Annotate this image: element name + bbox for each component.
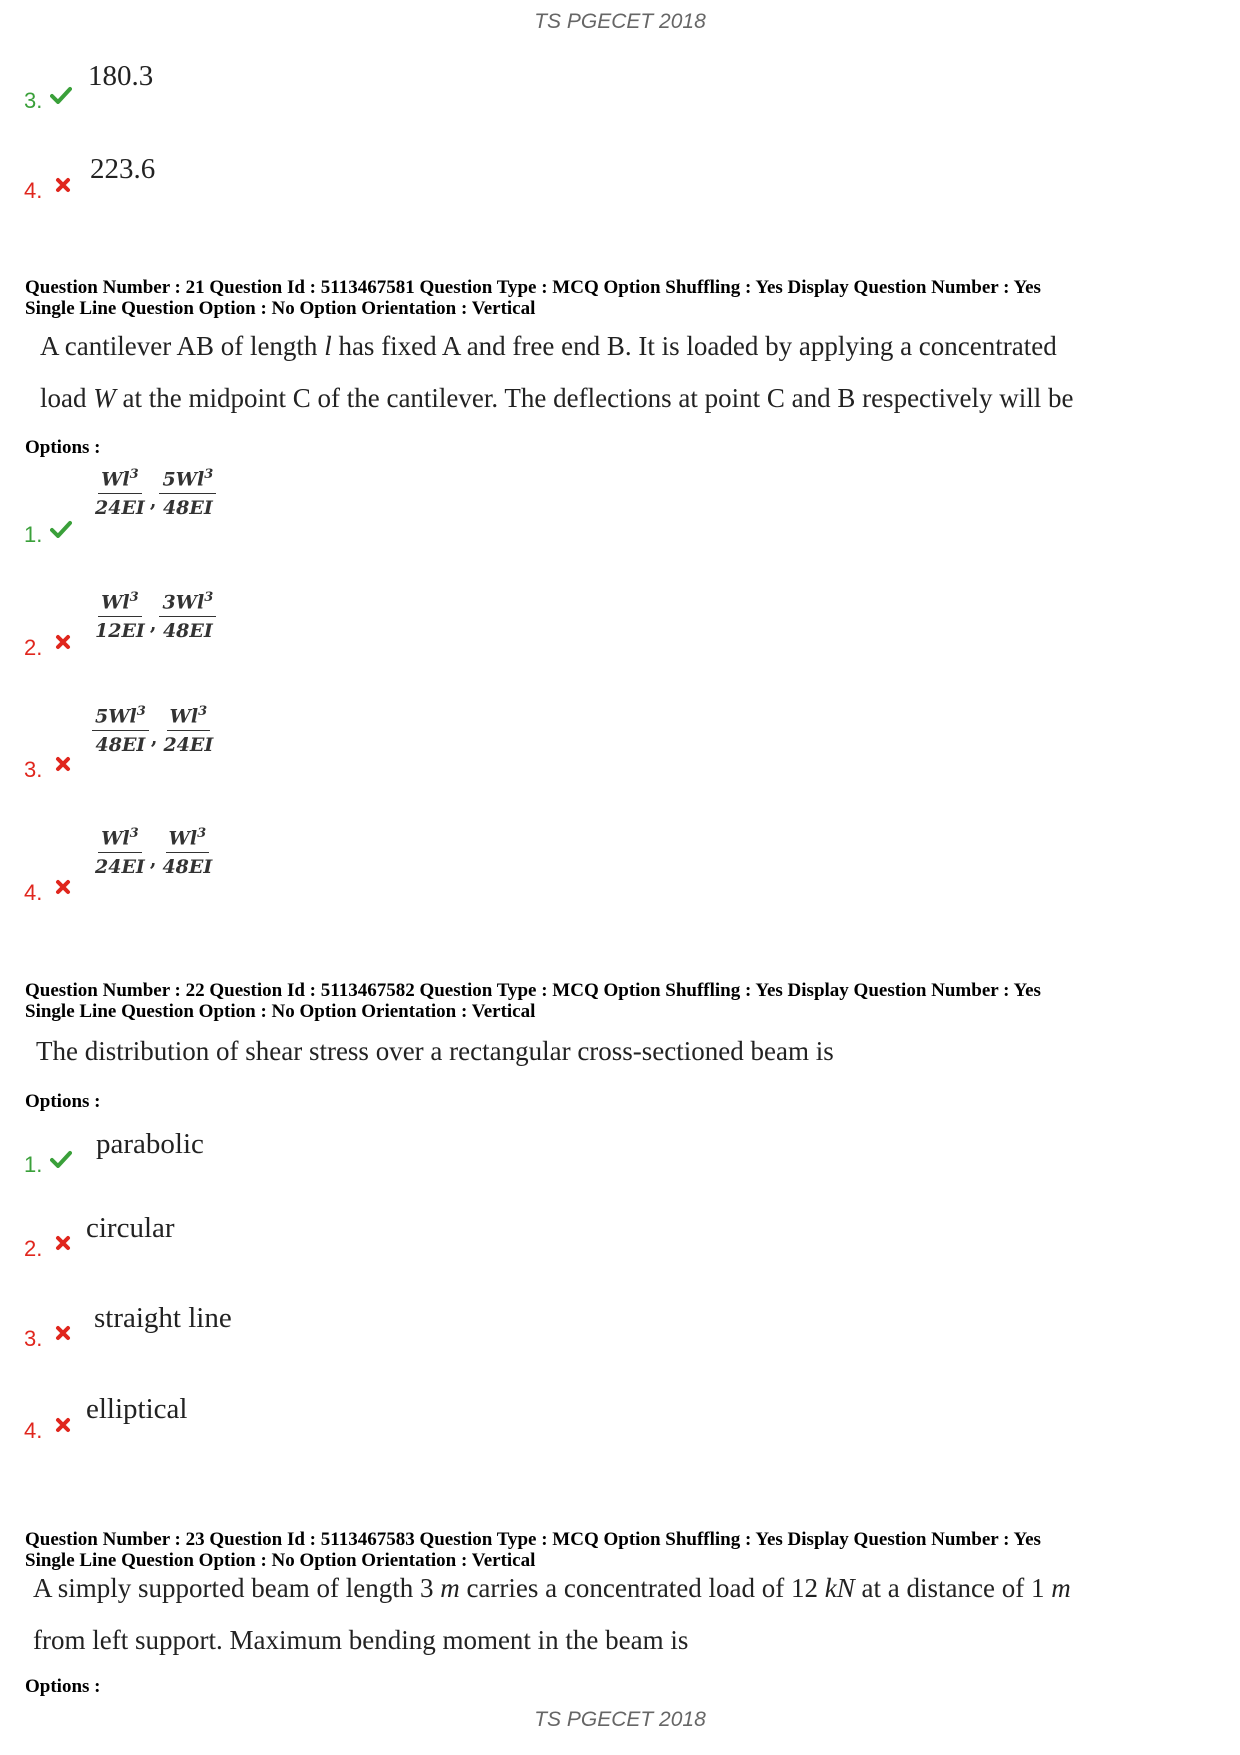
option-number: 2. bbox=[24, 1236, 43, 1261]
option-text: circular bbox=[86, 1212, 175, 1244]
cross-icon bbox=[55, 634, 71, 650]
numerator: 5Wl bbox=[162, 468, 205, 491]
exponent: 3 bbox=[197, 826, 207, 841]
fraction bbox=[92, 467, 148, 519]
option-number: 4. bbox=[24, 1418, 43, 1443]
comma: , bbox=[149, 490, 157, 513]
option-text: 223.6 bbox=[90, 153, 156, 185]
comma: , bbox=[149, 613, 157, 636]
option-number: 3. bbox=[24, 757, 43, 782]
denominator: 48EI bbox=[162, 497, 213, 520]
meta-line-1: Question Number : 22 Question Id : 5113467582 Question Type : MCQ Option Shuffling : Yes Display Question Number : Yes bbox=[25, 980, 1041, 1001]
option-formula bbox=[92, 590, 216, 642]
page-footer: TS PGECET 2018 bbox=[534, 1708, 706, 1731]
denominator: 24EI bbox=[95, 497, 145, 520]
option-text: elliptical bbox=[86, 1393, 188, 1425]
cross-icon bbox=[55, 756, 71, 772]
option-number: 3. bbox=[24, 88, 43, 113]
question-meta bbox=[25, 1529, 1041, 1571]
question-text-line-1 bbox=[33, 1573, 1071, 1604]
fraction bbox=[159, 467, 216, 519]
question-text-line-2: from left support. Maximum bending moment in the beam is bbox=[33, 1625, 689, 1655]
text-part: at a distance of 1 bbox=[854, 1573, 1052, 1603]
meta-line-2: Single Line Question Option : No Option Orientation : Vertical bbox=[25, 1550, 536, 1571]
option-text: straight line bbox=[94, 1302, 232, 1334]
text-part: at the midpoint C of the cantilever. The deflections at point C and B respectively will be bbox=[115, 383, 1074, 413]
variable-l: l bbox=[324, 331, 332, 361]
numerator: Wl bbox=[101, 591, 130, 614]
denominator: 48EI bbox=[162, 856, 213, 879]
page-header: TS PGECET 2018 bbox=[534, 10, 706, 33]
option-number: 4. bbox=[24, 880, 43, 905]
cross-icon bbox=[55, 879, 71, 895]
fraction bbox=[92, 826, 148, 878]
fraction bbox=[159, 590, 216, 642]
denominator: 48EI bbox=[162, 620, 213, 643]
denominator: 12EI bbox=[95, 620, 145, 643]
question-meta bbox=[25, 277, 1041, 319]
question-text-line-1 bbox=[40, 331, 1057, 362]
option-text: parabolic bbox=[96, 1128, 204, 1160]
comma: , bbox=[150, 727, 158, 750]
fraction bbox=[159, 826, 215, 878]
option-formula bbox=[92, 704, 216, 756]
text-part: load bbox=[40, 383, 94, 413]
option-number: 2. bbox=[24, 635, 43, 660]
exponent: 3 bbox=[136, 704, 146, 719]
unit-m: m bbox=[440, 1573, 460, 1603]
cross-icon bbox=[55, 1325, 71, 1341]
exponent: 3 bbox=[129, 590, 139, 605]
option-formula bbox=[92, 826, 215, 878]
comma: , bbox=[149, 849, 157, 872]
option-number: 1. bbox=[24, 522, 43, 547]
fraction bbox=[92, 704, 149, 756]
fraction bbox=[92, 590, 148, 642]
options-label: Options : bbox=[25, 1091, 101, 1112]
numerator: Wl bbox=[169, 705, 199, 728]
numerator: 3Wl bbox=[162, 591, 205, 614]
numerator: Wl bbox=[101, 468, 130, 491]
variable-w: W bbox=[93, 383, 116, 413]
question-text: The distribution of shear stress over a rectangular cross-sectioned beam is bbox=[36, 1036, 834, 1066]
text-part: A cantilever AB of length bbox=[40, 331, 325, 361]
options-label: Options : bbox=[25, 1676, 101, 1697]
meta-line-2: Single Line Question Option : No Option Orientation : Vertical bbox=[25, 298, 536, 319]
option-formula bbox=[92, 467, 216, 519]
option-number: 1. bbox=[24, 1152, 43, 1177]
check-icon bbox=[50, 520, 72, 538]
cross-icon bbox=[55, 1417, 71, 1433]
numerator: Wl bbox=[101, 827, 130, 850]
numerator: 5Wl bbox=[95, 705, 137, 728]
question-text-line-2 bbox=[40, 383, 1074, 414]
denominator: 24EI bbox=[95, 856, 145, 879]
cross-icon bbox=[55, 1235, 71, 1251]
exponent: 3 bbox=[204, 590, 214, 605]
option-text: 180.3 bbox=[88, 60, 154, 92]
exponent: 3 bbox=[204, 467, 214, 482]
fraction bbox=[160, 704, 216, 756]
check-icon bbox=[50, 86, 72, 104]
numerator: Wl bbox=[168, 827, 198, 850]
exponent: 3 bbox=[129, 826, 139, 841]
meta-line-1: Question Number : 23 Question Id : 5113467583 Question Type : MCQ Option Shuffling : Yes Display Question Number : Yes bbox=[25, 1529, 1041, 1550]
meta-line-2: Single Line Question Option : No Option Orientation : Vertical bbox=[25, 1001, 536, 1022]
text-part: carries a concentrated load of 12 bbox=[459, 1573, 825, 1603]
exponent: 3 bbox=[129, 467, 139, 482]
exponent: 3 bbox=[198, 704, 208, 719]
text-part: A simply supported beam of length 3 bbox=[33, 1573, 441, 1603]
question-meta bbox=[25, 980, 1041, 1022]
check-icon bbox=[50, 1150, 72, 1168]
options-label: Options : bbox=[25, 437, 101, 458]
text-part: has fixed A and free end B. It is loaded by applying a concentrated bbox=[331, 331, 1057, 361]
denominator: 48EI bbox=[95, 734, 146, 757]
option-number: 4. bbox=[24, 178, 43, 203]
meta-line-1: Question Number : 21 Question Id : 5113467581 Question Type : MCQ Option Shuffling : Yes Display Question Number : Yes bbox=[25, 277, 1041, 298]
unit-m: m bbox=[1051, 1573, 1071, 1603]
cross-icon bbox=[55, 177, 71, 193]
option-number: 3. bbox=[24, 1326, 43, 1351]
denominator: 24EI bbox=[163, 734, 214, 757]
unit-kn: kN bbox=[824, 1573, 855, 1603]
